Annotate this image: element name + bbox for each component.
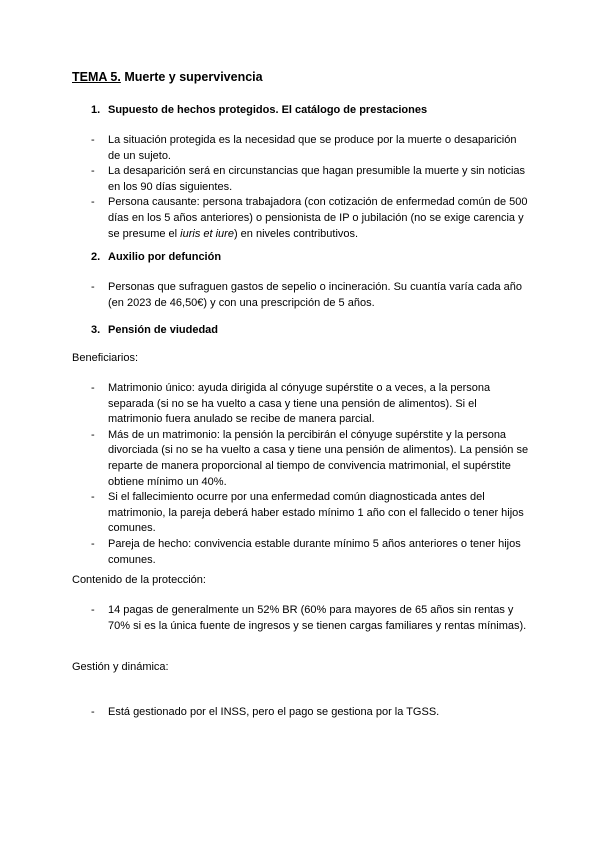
section-heading-text: Supuesto de hechos protegidos. El catálogo de prestaciones [108, 104, 428, 116]
list-item: - Pareja de hecho: convivencia estable durante mínimo 5 años anteriores o tener hijos comunes. [91, 537, 531, 568]
section-heading-text: Pensión de viudedad [108, 324, 219, 336]
list-item: - Está gestionado por el INSS, pero el pago se gestiona por la TGSS. [91, 705, 531, 721]
list-item: - La situación protegida es la necesidad que se produce por la muerte o desaparición de un sujeto. [91, 133, 531, 164]
latin-term: iuris et iure [180, 227, 234, 240]
contenido-list [91, 603, 531, 634]
page-title [72, 70, 263, 84]
list-item: - Personas que sufraguen gastos de sepelio o incineración. Su cuantía varía cada año (en 2023 de 46,50€) y con una prescripción de 5 años. [91, 280, 531, 311]
label-beneficiarios: Beneficiarios: [72, 352, 139, 364]
list-item: - Matrimonio único: ayuda dirigida al cónyuge supérstite o a veces, a la persona separada (si no se ha vuelto a casa y tiene una pensión de alimentos). Si el matrimonio fuera anulado se recibe de manera parcial. [91, 381, 531, 428]
section-number: 1. [91, 104, 101, 116]
section-heading-1 [91, 104, 427, 116]
section-2-list [91, 280, 531, 311]
section-number: 2. [91, 251, 101, 263]
list-item: - Más de un matrimonio: la pensión la percibirán el cónyuge supérstite y la persona divorciada (si no se ha vuelto a casa y tiene una pensión de alimentos). La pensión se reparte de manera proporcional al tiempo de convivencia matrimonial, el supérstite obtiene mínimo un 40%. [91, 428, 531, 490]
list-item-text: Persona causante: persona trabajadora (con cotización de enfermedad común de 500 días en los 5 años anteriores) o pensionista de IP o jubilación (no se exige carencia y se presume el [108, 196, 528, 240]
list-item [91, 195, 531, 242]
title-rest: Muerte y supervivencia [120, 70, 263, 84]
list-item: - La desaparición será en circunstancias que hagan presumible la muerte y sin noticias en los 90 días siguientes. [91, 164, 531, 195]
label-contenido: Contenido de la protección: [72, 574, 206, 586]
section-heading-2 [91, 251, 221, 263]
title-tema: TEMA 5. [72, 70, 121, 84]
label-gestion: Gestión y dinámica: [72, 661, 169, 673]
list-item: - 14 pagas de generalmente un 52% BR (60% para mayores de 65 años sin rentas y 70% si es la única fuente de ingresos y se tienen cargas familiares y rentas mínimas). [91, 603, 531, 634]
gestion-list [91, 705, 531, 721]
section-1-list [91, 133, 531, 242]
list-item-text: ) en niveles contributivos. [233, 227, 359, 240]
section-heading-text: Auxilio por defunción [108, 251, 222, 263]
section-number: 3. [91, 324, 101, 336]
beneficiarios-list [91, 381, 531, 568]
section-heading-3 [91, 324, 218, 336]
list-item: - Si el fallecimiento ocurre por una enfermedad común diagnosticada antes del matrimonio, la pareja deberá haber estado mínimo 1 año con el fallecido o tener hijos comunes. [91, 490, 531, 537]
